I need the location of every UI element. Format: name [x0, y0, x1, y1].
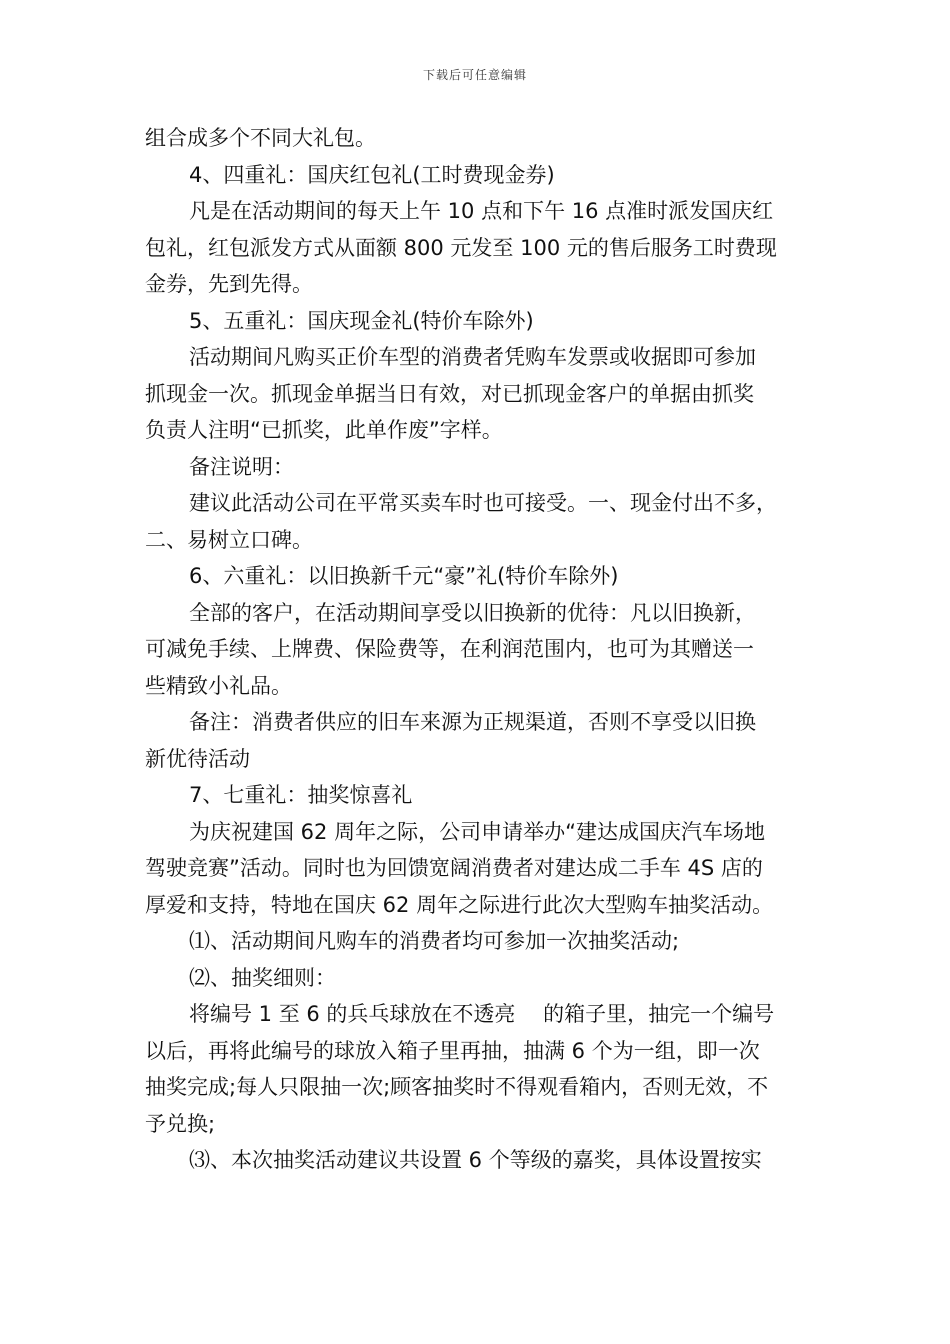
text-line: 可减免手续、上牌费、保险费等，在利润范围内，也可为其赠送一 [145, 637, 754, 661]
document-body [145, 120, 813, 1179]
text-line: 凡是在活动期间的每天上午 10 点和下午 16 点准时派发国庆红 [189, 199, 774, 223]
text-line: 备注：消费者供应的旧车来源为正规渠道，否则不享受以旧换 [189, 710, 756, 734]
text-line: 组合成多个不同大礼包。 [145, 126, 376, 150]
text-line: 金券，先到先得。 [145, 272, 313, 296]
text-line: 6、六重礼：以旧换新千元“豪”礼(特价车除外) [189, 564, 619, 588]
text-line: ⑴、活动期间凡购车的消费者均可参加一次抽奖活动; [189, 929, 680, 953]
text-line: 5、五重礼：国庆现金礼(特价车除外) [189, 308, 534, 333]
text-line: 7、七重礼：抽奖惊喜礼 [189, 783, 413, 807]
text-line: 建议此活动公司在平常买卖车时也可接受。一、现金付出不多， [189, 491, 777, 515]
text-line: 二、易树立口碑。 [145, 527, 313, 552]
text-line: 以后，再将此编号的球放入箱子里再抽，抽满 6 个为一组，即一次 [145, 1038, 760, 1063]
text-line: 负责人注明“已抓奖，此单作废”字样。 [145, 418, 503, 442]
text-line: 活动期间凡购买正价车型的消费者凭购车发票或收据即可参加 [189, 345, 756, 369]
text-line: 为庆祝建国 62 周年之际，公司申请举办“建达成国庆汽车场地 [189, 819, 765, 844]
text-line: 4、四重礼：国庆红包礼(工时费现金券) [189, 162, 555, 187]
text-line: 抓现金一次。抓现金单据当日有效，对已抓现金客户的单据由抓奖 [145, 381, 754, 406]
text-line: 厚爱和支持，特地在国庆 62 周年之际进行此次大型购车抽奖活动。 [145, 892, 774, 917]
text-line: 将编号 1 至 6 的兵乓球放在不透亮 的箱子里，抽完一个编号 [189, 1002, 775, 1026]
text-line: 全部的客户，在活动期间享受以旧换新的优待：凡以旧换新， [189, 600, 756, 625]
text-line: 新优待活动 [145, 746, 250, 771]
text-line: ⑵、抽奖细则： [189, 965, 336, 990]
text-line: 予兑换; [145, 1111, 216, 1136]
page-header: 下载后可任意编辑 [422, 68, 527, 82]
text-line: 备注说明： [189, 454, 294, 479]
text-line: ⑶、本次抽奖活动建议共设置 6 个等级的嘉奖，具体设置按实 [189, 1148, 762, 1172]
text-line: 包礼，红包派发方式从面额 800 元发至 100 元的售后服务工时费现 [145, 235, 777, 260]
text-line: 驾驶竞赛”活动。同时也为回馈宽阔消费者对建达成二手车 4S 店的 [145, 856, 763, 880]
text-line: 些精致小礼品。 [145, 673, 292, 698]
text-line: 抽奖完成;每人只限抽一次;顾客抽奖时不得观看箱内，否则无效，不 [145, 1075, 769, 1099]
